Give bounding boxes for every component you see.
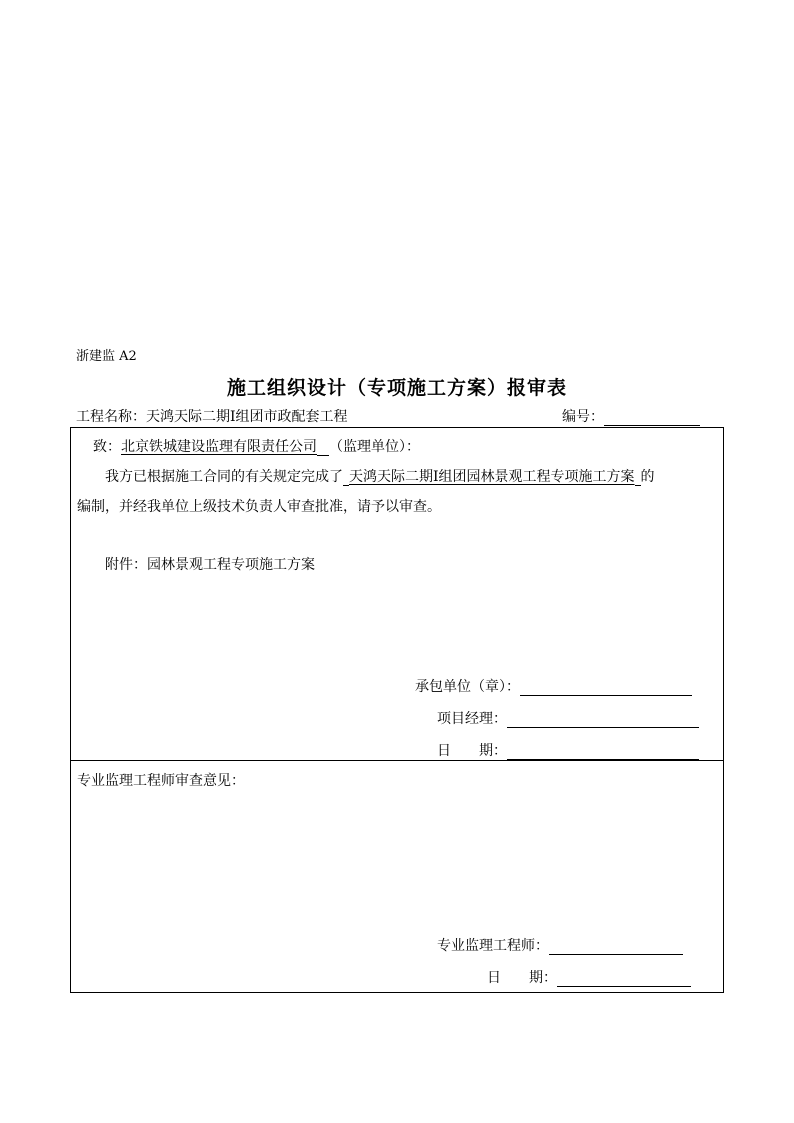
review-date-label: 日 期： xyxy=(487,970,557,986)
review-opinion-label: 专业监理工程师审查意见： xyxy=(77,773,245,789)
engineer-field[interactable] xyxy=(549,939,683,955)
manager-label: 项目经理： xyxy=(437,711,507,727)
submission-section xyxy=(70,427,724,761)
contractor-field[interactable] xyxy=(520,680,692,696)
project-name-value: 天鸿天际二期Ⅰ组团市政配套工程 xyxy=(146,409,348,425)
form-number-field[interactable] xyxy=(604,410,700,426)
body-suffix: 的 xyxy=(640,469,655,485)
form-number-label: 编号： xyxy=(562,409,604,425)
review-date-field[interactable] xyxy=(557,971,691,987)
contractor-label: 承包单位（章）： xyxy=(415,679,520,695)
submit-date-field[interactable] xyxy=(507,744,699,760)
submit-date-row xyxy=(437,740,699,760)
attachment-line: 附件：园林景观工程专项施工方案 xyxy=(105,557,315,573)
body-prefix: 我方已根据施工合同的有关规定完成了 xyxy=(105,469,343,485)
addressee-underline-tail xyxy=(317,441,329,456)
addressee-line xyxy=(93,436,420,456)
body-line-1 xyxy=(105,466,655,486)
review-section xyxy=(70,760,724,993)
review-date-row xyxy=(487,967,691,987)
submit-date-label: 日 期： xyxy=(437,743,507,759)
contractor-row xyxy=(415,676,692,696)
form-number-row xyxy=(562,406,700,426)
project-name-label: 工程名称： xyxy=(76,409,146,425)
engineer-row xyxy=(437,935,683,955)
supervision-company: 北京铁城建设监理有限责任公司 xyxy=(121,439,317,455)
engineer-label: 专业监理工程师： xyxy=(437,938,549,954)
form-title: 施工组织设计（专项施工方案）报审表 xyxy=(226,377,567,399)
manager-row xyxy=(437,708,699,728)
form-code: 浙建监 A2 xyxy=(76,349,137,364)
manager-field[interactable] xyxy=(507,712,699,728)
addressee-suffix: （监理单位）： xyxy=(329,439,420,455)
plan-name: 天鸿天际二期Ⅰ组团园林景观工程专项施工方案 xyxy=(349,469,635,485)
project-name-row xyxy=(76,406,348,426)
addressee-prefix: 致： xyxy=(93,439,121,455)
body-line-2: 编制，并经我单位上级技术负责人审查批准，请予以审查。 xyxy=(77,499,441,515)
